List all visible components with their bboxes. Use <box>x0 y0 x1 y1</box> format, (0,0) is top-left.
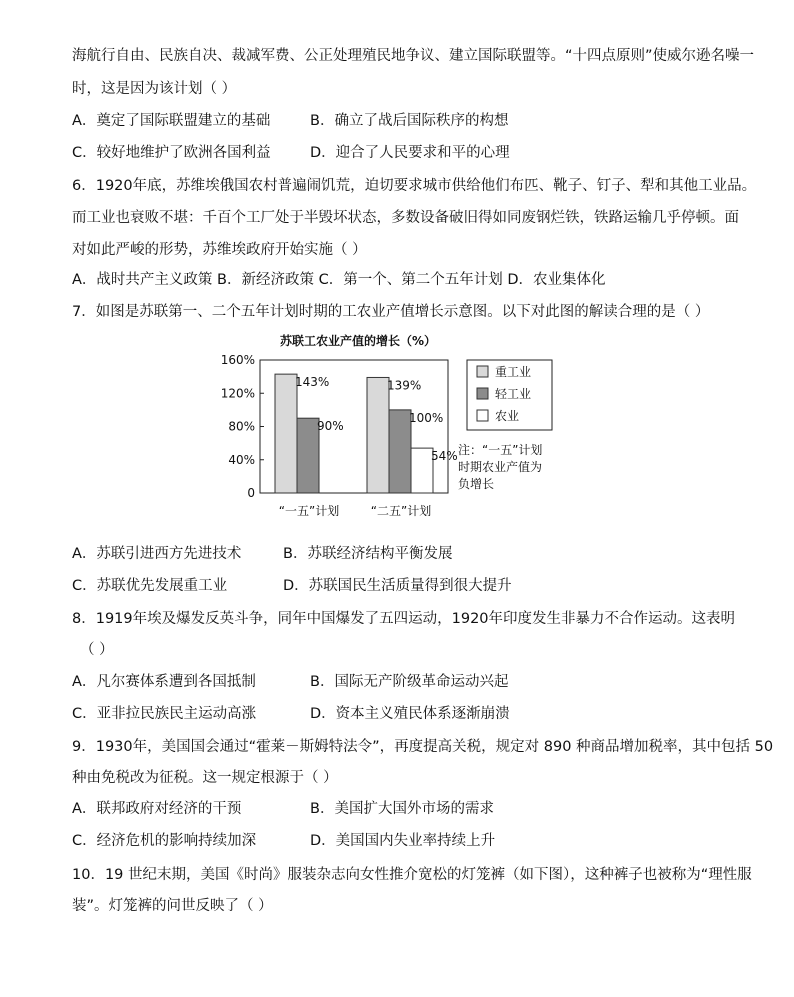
legend-swatch <box>477 388 488 399</box>
q10-text-line2: 装”。灯笼裤的问世反映了（ ） <box>72 898 273 914</box>
q7-text-line1: 7．如图是苏联第一、二个五年计划时期的工农业产值增长示意图。以下对此图的解读合理的是（ ） <box>72 304 710 320</box>
chart-note-line2: 时期农业产值为 <box>458 460 543 474</box>
q8-text-line1: 8．1919年埃及爆发反英斗争，同年中国爆发了五四运动，1920年印度发生非暴力不合作运动。这表明 <box>72 611 736 627</box>
q9-text-line2: 种由免税改为征税。这一规定根源于（ ） <box>72 770 338 786</box>
legend-label: 重工业 <box>495 365 532 379</box>
q5-text-line1: 海航行自由、民族自决、裁减军费、公正处理殖民地争议、建立国际联盟等。“十四点原则”使威尔逊名噪一 <box>72 48 755 64</box>
chart-note-line3: 负增长 <box>458 477 495 491</box>
bar-1-2 <box>367 377 389 493</box>
q9-option-d[interactable]: D．美国国内失业率持续上升 <box>310 833 496 849</box>
legend-label: 农业 <box>495 409 520 423</box>
q9-option-a[interactable]: A．联邦政府对经济的干预 <box>72 801 242 817</box>
q7-option-a[interactable]: A．苏联引进西方先进技术 <box>72 546 242 562</box>
q10-text-line1: 10．19 世纪末期，美国《时尚》服装杂志向女性推介宽松的灯笼裤（如下图），这种裤子也被称为“理性服 <box>72 867 752 883</box>
soviet-output-growth-chart <box>220 330 600 525</box>
chart-bars <box>275 374 458 493</box>
x-category-label: “一五”计划 <box>278 504 340 518</box>
q9-option-c[interactable]: C．经济危机的影响持续加深 <box>72 833 257 849</box>
q5-option-b[interactable]: B．确立了战后国际秩序的构想 <box>310 113 509 129</box>
y-tick-label: 160% <box>220 353 255 367</box>
q6-text-line2: 而工业也衰败不堪：千百个工厂处于半毁坏状态，多数设备破旧得如同废钢烂铁，铁路运输几乎停顿。面 <box>72 210 739 226</box>
legend-swatch <box>477 366 488 377</box>
q7-option-c[interactable]: C．苏联优先发展重工业 <box>72 578 228 594</box>
chart-note-line1: 注：“一五”计划 <box>458 443 543 457</box>
q6-text-line3: 对如此严峻的形势，苏维埃政府开始实施（ ） <box>72 242 367 258</box>
q5-option-a[interactable]: A．奠定了国际联盟建立的基础 <box>72 113 271 129</box>
bar-data-label: 90% <box>317 419 344 434</box>
q8-option-d[interactable]: D．资本主义殖民体系逐渐崩溃 <box>310 706 510 722</box>
bar-1-1 <box>275 374 297 493</box>
bar-data-label: 100% <box>409 410 444 425</box>
bar-3-2 <box>411 448 433 493</box>
legend-label: 轻工业 <box>495 387 532 401</box>
legend-swatch <box>477 410 488 421</box>
q5-option-d[interactable]: D．迎合了人民要求和平的心理 <box>310 145 510 161</box>
bar-data-label: 143% <box>295 375 330 390</box>
q8-option-a[interactable]: A．凡尔赛体系遭到各国抵制 <box>72 674 256 690</box>
y-tick-label: 0 <box>247 486 255 500</box>
q8-option-b[interactable]: B．国际无产阶级革命运动兴起 <box>310 674 509 690</box>
q9-text-line1: 9．1930年，美国国会通过“霍莱－斯姆特法令”，再度提高关税，规定对 890 种商品增加税率，其中包括 50 <box>72 739 774 755</box>
chart-title: 苏联工农业产值的增长（%） <box>280 334 437 348</box>
q6-text-line1: 6．1920年底，苏维埃俄国农村普遍闹饥荒，迫切要求城市供给他们布匹、靴子、钉子、犁和其他工业品。 <box>72 178 757 194</box>
q6-options[interactable]: A．战时共产主义政策 B．新经济政策 C．第一个、第二个五年计划 D．农业集体化 <box>72 272 606 288</box>
bar-data-label: 54% <box>431 449 458 464</box>
y-tick-label: 120% <box>220 386 255 401</box>
q9-option-b[interactable]: B．美国扩大国外市场的需求 <box>310 801 494 817</box>
q8-option-c[interactable]: C．亚非拉民族民主运动高涨 <box>72 706 257 722</box>
chart-legend <box>467 360 552 430</box>
q7-option-d[interactable]: D．苏联国民生活质量得到很大提升 <box>283 578 512 594</box>
bar-data-label: 139% <box>387 378 422 393</box>
q8-text-line2: （ ） <box>80 642 114 658</box>
x-category-label: “二五”计划 <box>370 504 432 518</box>
q5-text-line2: 时，这是因为该计划（ ） <box>72 81 237 97</box>
q5-option-c[interactable]: C．较好地维护了欧洲各国利益 <box>72 145 271 161</box>
y-tick-label: 40% <box>228 452 255 467</box>
bar-2-2 <box>389 410 411 493</box>
y-tick-label: 80% <box>228 419 255 434</box>
q7-option-b[interactable]: B．苏联经济结构平衡发展 <box>283 546 453 562</box>
bar-2-1 <box>297 418 319 493</box>
